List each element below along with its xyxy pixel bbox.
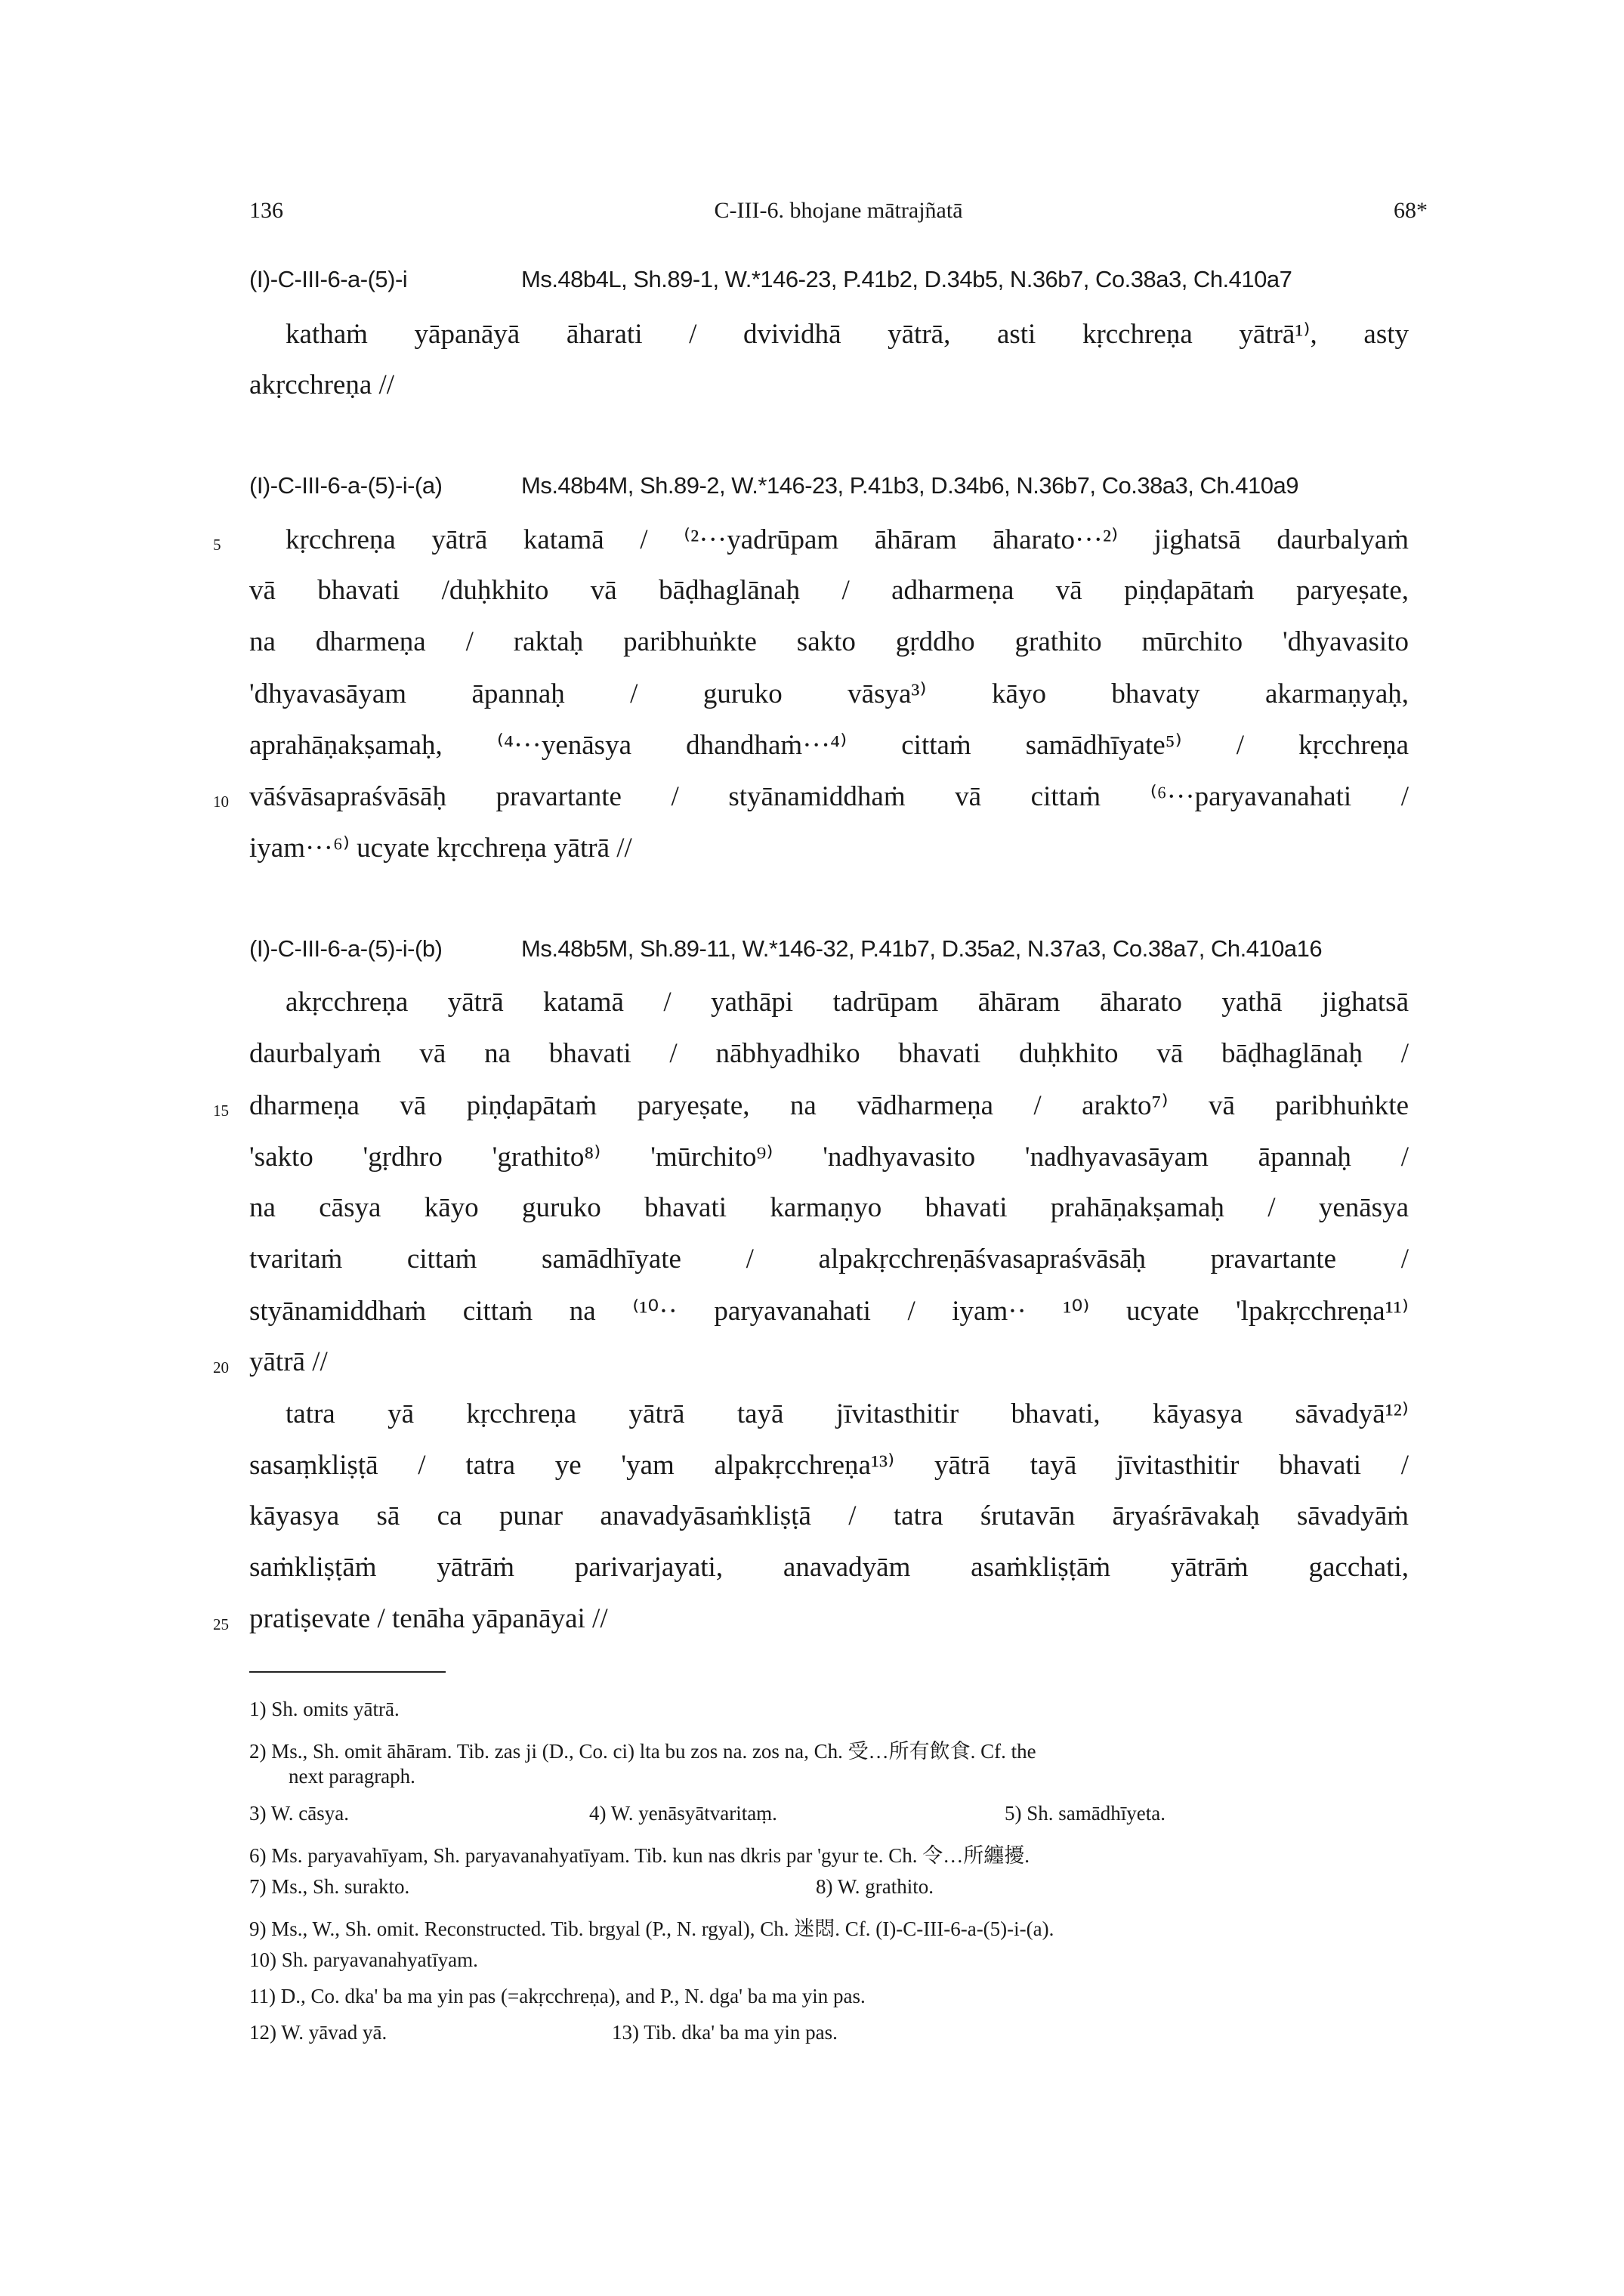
section-sources: Ms.48b4L, Sh.89-1, W.*146-23, P.41b2, D.34b5, N.36b7, Co.38a3, Ch.410a7 xyxy=(521,266,1292,292)
text-line: daurbalyaṁ vā na bhavati / nābhyadhiko bhavati duḥkhito vā bāḍhaglānaḥ / xyxy=(249,1038,1409,1069)
text-line: kathaṁ yāpanāyā āharati / dvividhā yātrā, asti kṛcchreṇa yātrā¹⁾, asty xyxy=(286,319,1409,350)
text-line: saṁkliṣṭāṁ yātrāṁ parivarjayati, anavadyām asaṁkliṣṭāṁ yātrāṁ gacchati, xyxy=(249,1552,1409,1583)
text-line: dharmeṇa vā piṇḍapātaṁ paryeṣate, na vādharmeṇa / arakto⁷⁾ vā paribhuṅkte xyxy=(249,1090,1409,1121)
section-reference xyxy=(249,935,1322,963)
footnote-row xyxy=(249,1802,1428,1829)
footnote-continuation: next paragraph. xyxy=(289,1765,415,1788)
text-line: akṛcchreṇa yātrā katamā / yathāpi tadrūpam āhāram āharato yathā jighatsā xyxy=(286,987,1409,1018)
text-line: yātrā // xyxy=(249,1346,328,1377)
text-line: na cāsya kāyo guruko bhavati karmaṇyo bhavati prahāṇakṣamaḥ / yenāsya xyxy=(249,1192,1409,1223)
section-id: (I)-C-III-6-a-(5)-i-(b) xyxy=(249,935,443,962)
footnote: 2) Ms., Sh. omit āhāram. Tib. zas ji (D., Co. ci) lta bu zos na. zos na, Ch. 受…所有飲食. Cf. the xyxy=(249,1740,1036,1763)
footnote-row xyxy=(249,2021,1428,2048)
text-line: styānamiddhaṁ cittaṁ na ⁽¹⁰·· paryavanahati / iyam·· ¹⁰⁾ ucyate 'lpakṛcchreṇa¹¹⁾ xyxy=(249,1296,1409,1327)
line-number: 15 xyxy=(213,1102,229,1120)
footnote: 11) D., Co. dka' ba ma yin pas (=akṛcchreṇa), and P., N. dga' ba ma yin pas. xyxy=(249,1985,866,2007)
footnote: 7) Ms., Sh. surakto. xyxy=(249,1875,410,1898)
folio-number: 68* xyxy=(1394,198,1428,223)
text-line: tvaritaṁ cittaṁ samādhīyate / alpakṛcchreṇāśvasapraśvāsāḥ pravartante / xyxy=(249,1244,1409,1275)
text-line: vāśvāsapraśvāsāḥ pravartante / styānamiddhaṁ vā cittaṁ ⁽⁶···paryavanahati / xyxy=(249,781,1409,812)
footnote-rule xyxy=(249,1671,446,1673)
section-sources: Ms.48b5M, Sh.89-11, W.*146-32, P.41b7, D.35a2, N.37a3, Co.38a7, Ch.410a16 xyxy=(521,935,1323,962)
line-number: 10 xyxy=(213,793,229,811)
chapter-title: C-III-6. bhojane mātrajñatā xyxy=(714,198,963,223)
footnote: 9) Ms., W., Sh. omit. Reconstructed. Tib. brgyal (P., N. rgyal), Ch. 迷悶. Cf. (I)-C-III-6-a-(5)-i-(a). xyxy=(249,1917,1054,1940)
running-header xyxy=(249,198,1428,231)
footnote: 3) W. cāsya. xyxy=(249,1802,349,1825)
section-sources: Ms.48b4M, Sh.89-2, W.*146-23, P.41b3, D.34b6, N.36b7, Co.38a3, Ch.410a9 xyxy=(521,472,1298,499)
text-line: sasaṃkliṣṭā / tatra ye 'yam alpakṛcchreṇa¹³⁾ yātrā tayā jīvitasthitir bhavati / xyxy=(249,1450,1409,1481)
footnote: 12) W. yāvad yā. xyxy=(249,2021,387,2044)
text-line: 'sakto 'gṛdhro 'grathito⁸⁾ 'mūrchito⁹⁾ 'nadhyavasito 'nadhyavasāyam āpannaḥ / xyxy=(249,1142,1409,1173)
section-id: (I)-C-III-6-a-(5)-i xyxy=(249,266,408,292)
footnote: 10) Sh. paryavanahyatīyam. xyxy=(249,1948,478,1971)
line-number: 20 xyxy=(213,1358,229,1377)
footnote: 13) Tib. dka' ba ma yin pas. xyxy=(612,2021,838,2044)
text-line: kṛcchreṇa yātrā katamā / ⁽²···yadrūpam āhāram āharato···²⁾ jighatsā daurbalyaṁ xyxy=(286,524,1409,555)
text-line: iyam···⁶⁾ ucyate kṛcchreṇa yātrā // xyxy=(249,833,632,864)
text-line: na dharmeṇa / raktaḥ paribhuṅkte sakto gṛddho grathito mūrchito 'dhyavasito xyxy=(249,626,1409,657)
text-line: 'dhyavasāyam āpannaḥ / guruko vāsya³⁾ kāyo bhavaty akarmaṇyaḥ, xyxy=(249,678,1409,709)
text-line: aprahāṇakṣamaḥ, ⁽⁴···yenāsya dhandhaṁ···⁴⁾ cittaṁ samādhīyate⁵⁾ / kṛcchreṇa xyxy=(249,730,1409,761)
text-line: kāyasya sā ca punar anavadyāsaṁkliṣṭā / tatra śrutavān āryaśrāvakaḥ sāvadyāṁ xyxy=(249,1500,1409,1531)
text-line: vā bhavati /duḥkhito vā bāḍhaglānaḥ / adharmeṇa vā piṇḍapātaṁ paryeṣate, xyxy=(249,575,1409,606)
section-reference xyxy=(249,472,1298,499)
page-number: 136 xyxy=(249,198,283,223)
text-line: pratiṣevate / tenāha yāpanāyai // xyxy=(249,1603,608,1634)
footnote: 4) W. yenāsyātvaritaṃ. xyxy=(589,1802,777,1825)
text-line: tatra yā kṛcchreṇa yātrā tayā jīvitasthitir bhavati, kāyasya sāvadyā¹²⁾ xyxy=(286,1398,1409,1429)
footnote: 6) Ms. paryavahīyam, Sh. paryavanahyatīyam. Tib. kun nas dkris par 'gyur te. Ch. 令…所纏擾. xyxy=(249,1844,1030,1867)
line-number: 5 xyxy=(213,536,221,554)
footnote: 1) Sh. omits yātrā. xyxy=(249,1698,400,1720)
text-line: akṛcchreṇa // xyxy=(249,369,395,400)
section-id: (I)-C-III-6-a-(5)-i-(a) xyxy=(249,472,443,499)
footnote: 8) W. grathito. xyxy=(816,1875,934,1898)
footnote: 5) Sh. samādhīyeta. xyxy=(1005,1802,1166,1825)
footnote-row xyxy=(249,1875,1428,1902)
line-number: 25 xyxy=(213,1615,229,1633)
section-reference xyxy=(249,266,1292,293)
